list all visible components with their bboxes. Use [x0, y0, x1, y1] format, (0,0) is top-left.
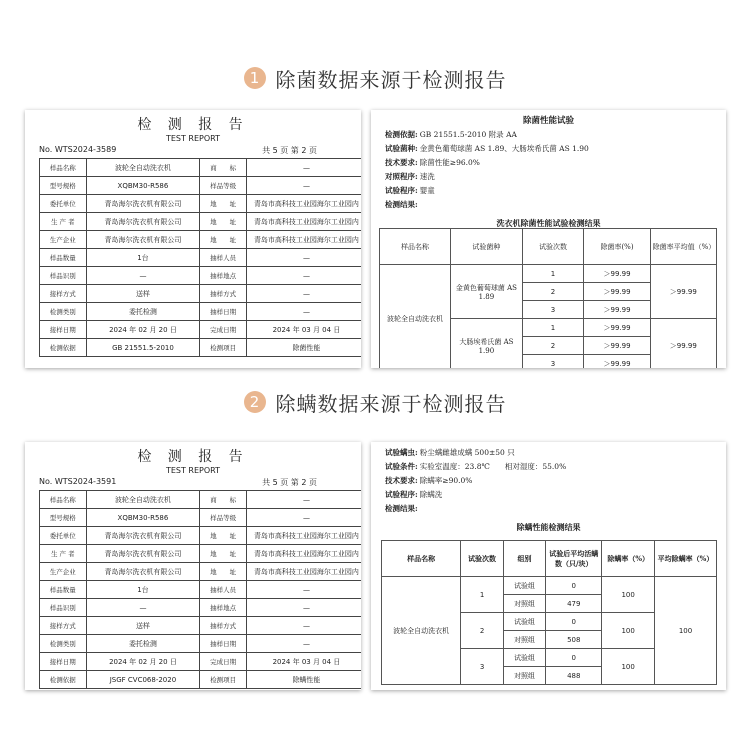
form-row [40, 285, 362, 303]
field-label: 样品等级 [200, 177, 247, 195]
condition-line [371, 502, 726, 516]
form-row [40, 321, 362, 339]
field-value: 送样 [86, 285, 200, 303]
condition-line [371, 488, 726, 502]
field-label: 样品数量 [40, 581, 87, 599]
field-label: 地 址 [200, 563, 247, 581]
field-value: 青岛市高科技工业园海尔工业园内 [246, 527, 361, 545]
section-number-badge: 2 [244, 391, 266, 413]
antibacterial-result-sheet [371, 110, 726, 368]
field-label: 检测依据 [40, 339, 87, 357]
field-value: 2024 年 02 月 20 日 [86, 653, 200, 671]
form-row [40, 339, 362, 357]
report-page: 共 5 页 第 2 页 [262, 146, 317, 155]
field-value: 青岛海尔洗衣机有限公司 [86, 545, 200, 563]
strain-cell: 大肠埃希氏菌 AS 1.90 [451, 319, 523, 369]
field-label: 完成日期 [200, 321, 247, 339]
field-value: — [246, 635, 361, 653]
condition-line [371, 184, 726, 198]
field-value: — [86, 599, 200, 617]
field-value: 青岛海尔洗衣机有限公司 [86, 231, 200, 249]
field-value: — [246, 581, 361, 599]
col-header: 试验次数 [522, 229, 584, 265]
field-label: 检测类别 [40, 303, 87, 321]
report-subtitle: TEST REPORT [165, 466, 221, 475]
form-row [40, 635, 362, 653]
field-value: 波轮全自动洗衣机 [86, 491, 200, 509]
mite-count-cell: 0 [546, 577, 602, 595]
field-label: 抽样日期 [200, 635, 247, 653]
mite-count-cell: 508 [546, 631, 602, 649]
form-row [40, 303, 362, 321]
field-label: 地 址 [200, 231, 247, 249]
col-header: 试验次数 [461, 541, 503, 577]
form-row [40, 545, 362, 563]
form-row [40, 509, 362, 527]
report-meta [25, 477, 361, 488]
field-label: 地 址 [200, 545, 247, 563]
field-label: 接样日期 [40, 321, 87, 339]
field-label: 样品名称 [40, 491, 87, 509]
antibac-heading: 除菌性能试验 [522, 116, 574, 126]
field-value: 青岛海尔洗衣机有限公司 [86, 195, 200, 213]
antimite-table-title: 除螨性能检测结果 [516, 522, 581, 532]
field-value: 青岛海尔洗衣机有限公司 [86, 213, 200, 231]
field-label: 样品识别 [40, 599, 87, 617]
condition-line [371, 446, 726, 460]
field-label: 地 址 [200, 213, 247, 231]
field-value: 波轮全自动洗衣机 [86, 159, 200, 177]
section-header-1 [0, 58, 750, 98]
field-label: 抽样地点 [200, 599, 247, 617]
report-page: 共 5 页 第 2 页 [262, 478, 317, 487]
field-label: 生产企业 [40, 231, 87, 249]
field-label: 接样方式 [40, 285, 87, 303]
antimite-result-table [381, 540, 717, 685]
antibac-conditions [371, 128, 726, 212]
field-label: 委托单位 [40, 195, 87, 213]
condition-value: 除菌性能≥96.0% [419, 158, 480, 167]
field-value: — [246, 303, 361, 321]
field-label: 抽样日期 [200, 303, 247, 321]
condition-line [371, 156, 726, 170]
condition-label: 试验条件: [385, 462, 418, 471]
test-report-sheet-1 [25, 110, 361, 368]
field-value: 除螨性能 [246, 671, 361, 689]
field-label: 型号规格 [40, 509, 87, 527]
strain-cell: 金黄色葡萄球菌 AS 1.89 [451, 265, 523, 319]
condition-line [371, 142, 726, 156]
report-title: 检 测 报 告 [137, 449, 249, 465]
field-label: 生产企业 [40, 563, 87, 581]
field-value: JSGF CVC068-2020 [86, 671, 200, 689]
field-value: — [246, 599, 361, 617]
form-row [40, 599, 362, 617]
condition-value: 除螨洗 [419, 490, 443, 499]
field-label: 抽样人员 [200, 249, 247, 267]
section-title: 除菌数据来源于检测报告 [275, 67, 507, 92]
form-row [40, 653, 362, 671]
report-title: 检 测 报 告 [137, 117, 249, 133]
form-row [40, 563, 362, 581]
field-value: 青岛市高科技工业园海尔工业园内 [246, 563, 361, 581]
form-row [40, 581, 362, 599]
form-row [40, 231, 362, 249]
field-value: 委托检测 [86, 303, 200, 321]
antimite-conditions [371, 446, 726, 516]
report-meta [25, 145, 361, 156]
field-value: 1台 [86, 581, 200, 599]
field-value: XQBM30-R586 [86, 177, 200, 195]
trial-cell: 3 [461, 649, 503, 685]
trial-cell: 2 [522, 283, 584, 301]
report-subtitle: TEST REPORT [165, 134, 221, 143]
field-value: 青岛市高科技工业园海尔工业园内 [246, 231, 361, 249]
condition-label: 技术要求: [385, 158, 418, 167]
field-value: 青岛市高科技工业园海尔工业园内 [246, 545, 361, 563]
field-label: 样品识别 [40, 267, 87, 285]
field-label: 样品数量 [40, 249, 87, 267]
section-header-2 [0, 382, 750, 422]
report-number: No. WTS2024-3591 [39, 477, 117, 486]
condition-value: 实验室温度：23.8℃ 相对湿度：55.0% [419, 462, 567, 471]
condition-label: 检测结果: [385, 200, 418, 209]
field-value: — [246, 249, 361, 267]
form-row [40, 249, 362, 267]
avg-rate-cell: ＞99.99 [650, 319, 716, 369]
rate-cell: ＞99.99 [584, 319, 650, 337]
group-cell: 试验组 [503, 649, 545, 667]
field-value: 青岛市高科技工业园海尔工业园内 [246, 195, 361, 213]
field-value: 送样 [86, 617, 200, 635]
field-label: 型号规格 [40, 177, 87, 195]
antibac-table-title: 洗衣机除菌性能试验检测结果 [496, 218, 601, 228]
condition-value: GB 21551.5-2010 附录 AA [419, 130, 517, 139]
field-value: — [246, 285, 361, 303]
field-label: 地 址 [200, 195, 247, 213]
trial-cell: 1 [522, 319, 584, 337]
removal-rate-cell: 100 [602, 649, 655, 685]
field-value: — [246, 617, 361, 635]
field-label: 地 址 [200, 527, 247, 545]
field-value: — [246, 491, 361, 509]
antibac-result-table [379, 228, 717, 368]
rate-cell: ＞99.99 [584, 283, 650, 301]
trial-cell: 3 [522, 301, 584, 319]
condition-line [371, 170, 726, 184]
col-header: 组别 [503, 541, 545, 577]
field-value: 青岛海尔洗衣机有限公司 [86, 527, 200, 545]
field-value: 1台 [86, 249, 200, 267]
field-label: 检测类别 [40, 635, 87, 653]
field-value: 2024 年 03 月 04 日 [246, 653, 361, 671]
condition-label: 对照程序: [385, 172, 418, 181]
report-form-table [39, 158, 361, 357]
group-cell: 对照组 [503, 631, 545, 649]
trial-cell: 2 [522, 337, 584, 355]
field-value: — [246, 177, 361, 195]
trial-cell: 1 [461, 577, 503, 613]
field-value: 2024 年 03 月 04 日 [246, 321, 361, 339]
field-label: 抽样地点 [200, 267, 247, 285]
report-form-table [39, 490, 361, 689]
rate-cell: ＞99.99 [584, 301, 650, 319]
condition-label: 试验菌种: [385, 144, 418, 153]
field-value: 委托检测 [86, 635, 200, 653]
antimite-result-sheet [371, 442, 726, 690]
condition-value: 婴童 [419, 186, 435, 195]
condition-value: 除螨率≥90.0% [419, 476, 473, 485]
removal-rate-cell: 100 [602, 577, 655, 613]
sample-name-cell: 波轮全自动洗衣机 [382, 577, 461, 685]
form-row [40, 671, 362, 689]
col-header: 除螨率（%） [602, 541, 655, 577]
form-row [40, 527, 362, 545]
trial-cell: 2 [461, 613, 503, 649]
col-header: 试验菌种 [451, 229, 523, 265]
field-label: 商 标 [200, 491, 247, 509]
mite-count-cell: 0 [546, 613, 602, 631]
field-label: 抽样人员 [200, 581, 247, 599]
field-value: — [246, 509, 361, 527]
field-label: 生 产 者 [40, 545, 87, 563]
condition-value: 金黄色葡萄球菌 AS 1.89、大肠埃希氏菌 AS 1.90 [419, 144, 589, 153]
field-value: 青岛海尔洗衣机有限公司 [86, 563, 200, 581]
rate-cell: ＞99.99 [584, 355, 650, 369]
group-cell: 对照组 [503, 595, 545, 613]
condition-value: 速洗 [419, 172, 435, 181]
form-row [40, 159, 362, 177]
field-label: 检测依据 [40, 671, 87, 689]
mite-count-cell: 0 [546, 649, 602, 667]
trial-cell: 3 [522, 355, 584, 369]
avg-removal-rate-cell: 100 [655, 577, 717, 685]
field-label: 接样方式 [40, 617, 87, 635]
field-label: 检测项目 [200, 339, 247, 357]
field-label: 商 标 [200, 159, 247, 177]
form-row [40, 195, 362, 213]
group-cell: 试验组 [503, 577, 545, 595]
report-number: No. WTS2024-3589 [39, 145, 117, 154]
field-label: 检测项目 [200, 671, 247, 689]
field-label: 抽样方式 [200, 285, 247, 303]
field-value: 除菌性能 [246, 339, 361, 357]
trial-cell: 1 [522, 265, 584, 283]
field-value: 2024 年 02 月 20 日 [86, 321, 200, 339]
sample-name-cell: 波轮全自动洗衣机 [380, 265, 451, 369]
condition-label: 试验螨虫: [385, 448, 418, 457]
rate-cell: ＞99.99 [584, 265, 650, 283]
field-label: 完成日期 [200, 653, 247, 671]
col-header: 除菌率平均值（%） [650, 229, 716, 265]
form-row [40, 213, 362, 231]
group-cell: 试验组 [503, 613, 545, 631]
condition-label: 技术要求: [385, 476, 418, 485]
field-value: — [86, 267, 200, 285]
condition-label: 检测依据: [385, 130, 418, 139]
col-header: 试验后平均活螨数（只/块） [546, 541, 602, 577]
mite-count-cell: 488 [546, 667, 602, 685]
removal-rate-cell: 100 [602, 613, 655, 649]
col-header: 除菌率(%) [584, 229, 650, 265]
group-cell: 对照组 [503, 667, 545, 685]
test-report-sheet-2 [25, 442, 361, 690]
form-row [40, 267, 362, 285]
field-label: 样品名称 [40, 159, 87, 177]
condition-line [371, 474, 726, 488]
condition-line [371, 460, 726, 474]
condition-label: 试验程序: [385, 490, 418, 499]
field-label: 接样日期 [40, 653, 87, 671]
field-value: 青岛市高科技工业园海尔工业园内 [246, 213, 361, 231]
form-row [40, 177, 362, 195]
form-row [40, 491, 362, 509]
field-label: 生 产 者 [40, 213, 87, 231]
avg-rate-cell: ＞99.99 [650, 265, 716, 319]
field-label: 抽样方式 [200, 617, 247, 635]
col-header: 样品名称 [380, 229, 451, 265]
field-label: 委托单位 [40, 527, 87, 545]
condition-line [371, 198, 726, 212]
col-header: 样品名称 [382, 541, 461, 577]
form-row [40, 617, 362, 635]
rate-cell: ＞99.99 [584, 337, 650, 355]
section-number-badge: 1 [244, 67, 266, 89]
condition-line [371, 128, 726, 142]
mite-count-cell: 479 [546, 595, 602, 613]
field-value: GB 21551.5-2010 [86, 339, 200, 357]
condition-label: 检测结果: [385, 504, 418, 513]
field-value: — [246, 159, 361, 177]
field-value: — [246, 267, 361, 285]
section-title: 除螨数据来源于检测报告 [275, 391, 507, 416]
condition-value: 粉尘螨雌雄成螨 500±50 只 [419, 448, 515, 457]
field-label: 样品等级 [200, 509, 247, 527]
field-value: XQBM30-R586 [86, 509, 200, 527]
condition-label: 试验程序: [385, 186, 418, 195]
col-header: 平均除螨率（%） [655, 541, 717, 577]
